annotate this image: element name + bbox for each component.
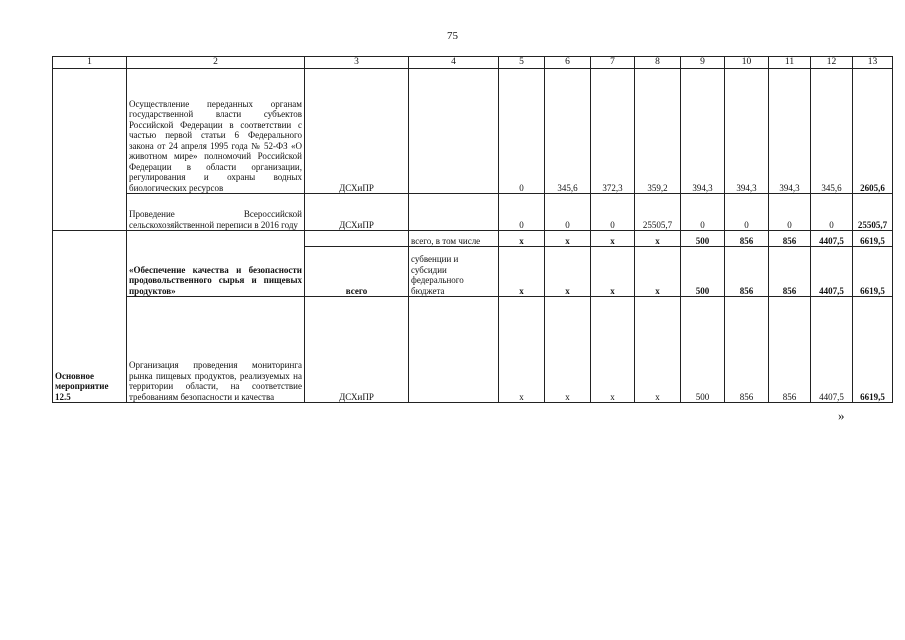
value-cell: 25505,7 <box>635 194 681 231</box>
activity-description: «Обеспечение качества и безопасности продовольственного сырья и пищевых продуктов» <box>127 231 305 297</box>
activity-description: Организация проведения мониторинга рынка пищевых продуктов, реализуемых на территории области, на соответствие требованиям безопасности и качества <box>127 297 305 403</box>
value-cell: 359,2 <box>635 69 681 194</box>
header-cell: 4 <box>409 57 499 69</box>
value-cell: 4407,5 <box>811 231 853 247</box>
activity-description: Осуществление переданных органам государственной власти субъектов Российской Федерации в соответствии с частью первой статьи 6 Федерального закона от 24 апреля 1995 года № 52-ФЗ «О животном мире» полномочий Российской Федерации в области организации, регулирования и охраны водных биологических ресурсов <box>127 69 305 194</box>
value-cell: 25505,7 <box>853 194 893 231</box>
header-cell: 1 <box>53 57 127 69</box>
value-cell: 0 <box>545 194 591 231</box>
value-cell: x <box>545 231 591 247</box>
value-cell: 394,3 <box>681 69 725 194</box>
table-row <box>53 194 893 231</box>
executor: ДСХиПР <box>305 194 409 231</box>
funding-source <box>409 194 499 231</box>
value-cell: 500 <box>681 297 725 403</box>
header-cell: 10 <box>725 57 769 69</box>
value-cell: 394,3 <box>725 69 769 194</box>
table-row <box>53 297 893 403</box>
value-cell: x <box>499 297 545 403</box>
value-cell: x <box>545 297 591 403</box>
funding-source <box>409 69 499 194</box>
value-cell: x <box>499 247 545 297</box>
value-cell: x <box>635 297 681 403</box>
value-cell: 0 <box>499 69 545 194</box>
value-cell: 6619,5 <box>853 247 893 297</box>
value-cell: 4407,5 <box>811 247 853 297</box>
value-cell: 500 <box>681 247 725 297</box>
value-cell: x <box>635 247 681 297</box>
executor: ДСХиПР <box>305 297 409 403</box>
page-number: 75 <box>447 30 458 42</box>
value-cell: 6619,5 <box>853 297 893 403</box>
value-cell: 2605,6 <box>853 69 893 194</box>
value-cell: 500 <box>681 231 725 247</box>
value-cell: 394,3 <box>769 69 811 194</box>
value-cell: 856 <box>769 231 811 247</box>
activity-description: Проведение Всероссийской сельскохозяйственной переписи в 2016 году <box>127 194 305 231</box>
value-cell: 372,3 <box>591 69 635 194</box>
value-cell: 856 <box>769 297 811 403</box>
header-cell: 3 <box>305 57 409 69</box>
value-cell: x <box>591 231 635 247</box>
header-cell: 12 <box>811 57 853 69</box>
header-row <box>53 57 893 69</box>
table-row <box>53 231 893 247</box>
value-cell: 345,6 <box>545 69 591 194</box>
header-cell: 7 <box>591 57 635 69</box>
value-cell: 0 <box>811 194 853 231</box>
row-label <box>53 69 127 231</box>
value-cell: 856 <box>725 247 769 297</box>
main-activity-label: Основное мероприятие 12.5 <box>53 231 127 403</box>
header-cell: 2 <box>127 57 305 69</box>
value-cell: 0 <box>499 194 545 231</box>
value-cell: 856 <box>769 247 811 297</box>
funding-source: субвенции и субсидии федерального бюджета <box>409 247 499 297</box>
value-cell: 856 <box>725 231 769 247</box>
header-cell: 8 <box>635 57 681 69</box>
header-cell: 5 <box>499 57 545 69</box>
header-cell: 13 <box>853 57 893 69</box>
funding-source: всего, в том числе <box>409 231 499 247</box>
value-cell: x <box>635 231 681 247</box>
value-cell: 6619,5 <box>853 231 893 247</box>
header-cell: 11 <box>769 57 811 69</box>
table-row <box>53 69 893 194</box>
value-cell: 0 <box>769 194 811 231</box>
executor: ДСХиПР <box>305 69 409 194</box>
executor: всего <box>305 247 409 297</box>
value-cell: 0 <box>725 194 769 231</box>
funding-source <box>409 297 499 403</box>
value-cell: x <box>545 247 591 297</box>
header-cell: 6 <box>545 57 591 69</box>
header-cell: 9 <box>681 57 725 69</box>
value-cell: x <box>499 231 545 247</box>
value-cell: 856 <box>725 297 769 403</box>
value-cell: 345,6 <box>811 69 853 194</box>
budget-table <box>52 56 893 403</box>
closing-quote: » <box>838 408 845 423</box>
value-cell: x <box>591 247 635 297</box>
value-cell: 0 <box>591 194 635 231</box>
value-cell: 4407,5 <box>811 297 853 403</box>
value-cell: x <box>591 297 635 403</box>
value-cell: 0 <box>681 194 725 231</box>
executor <box>305 231 409 247</box>
